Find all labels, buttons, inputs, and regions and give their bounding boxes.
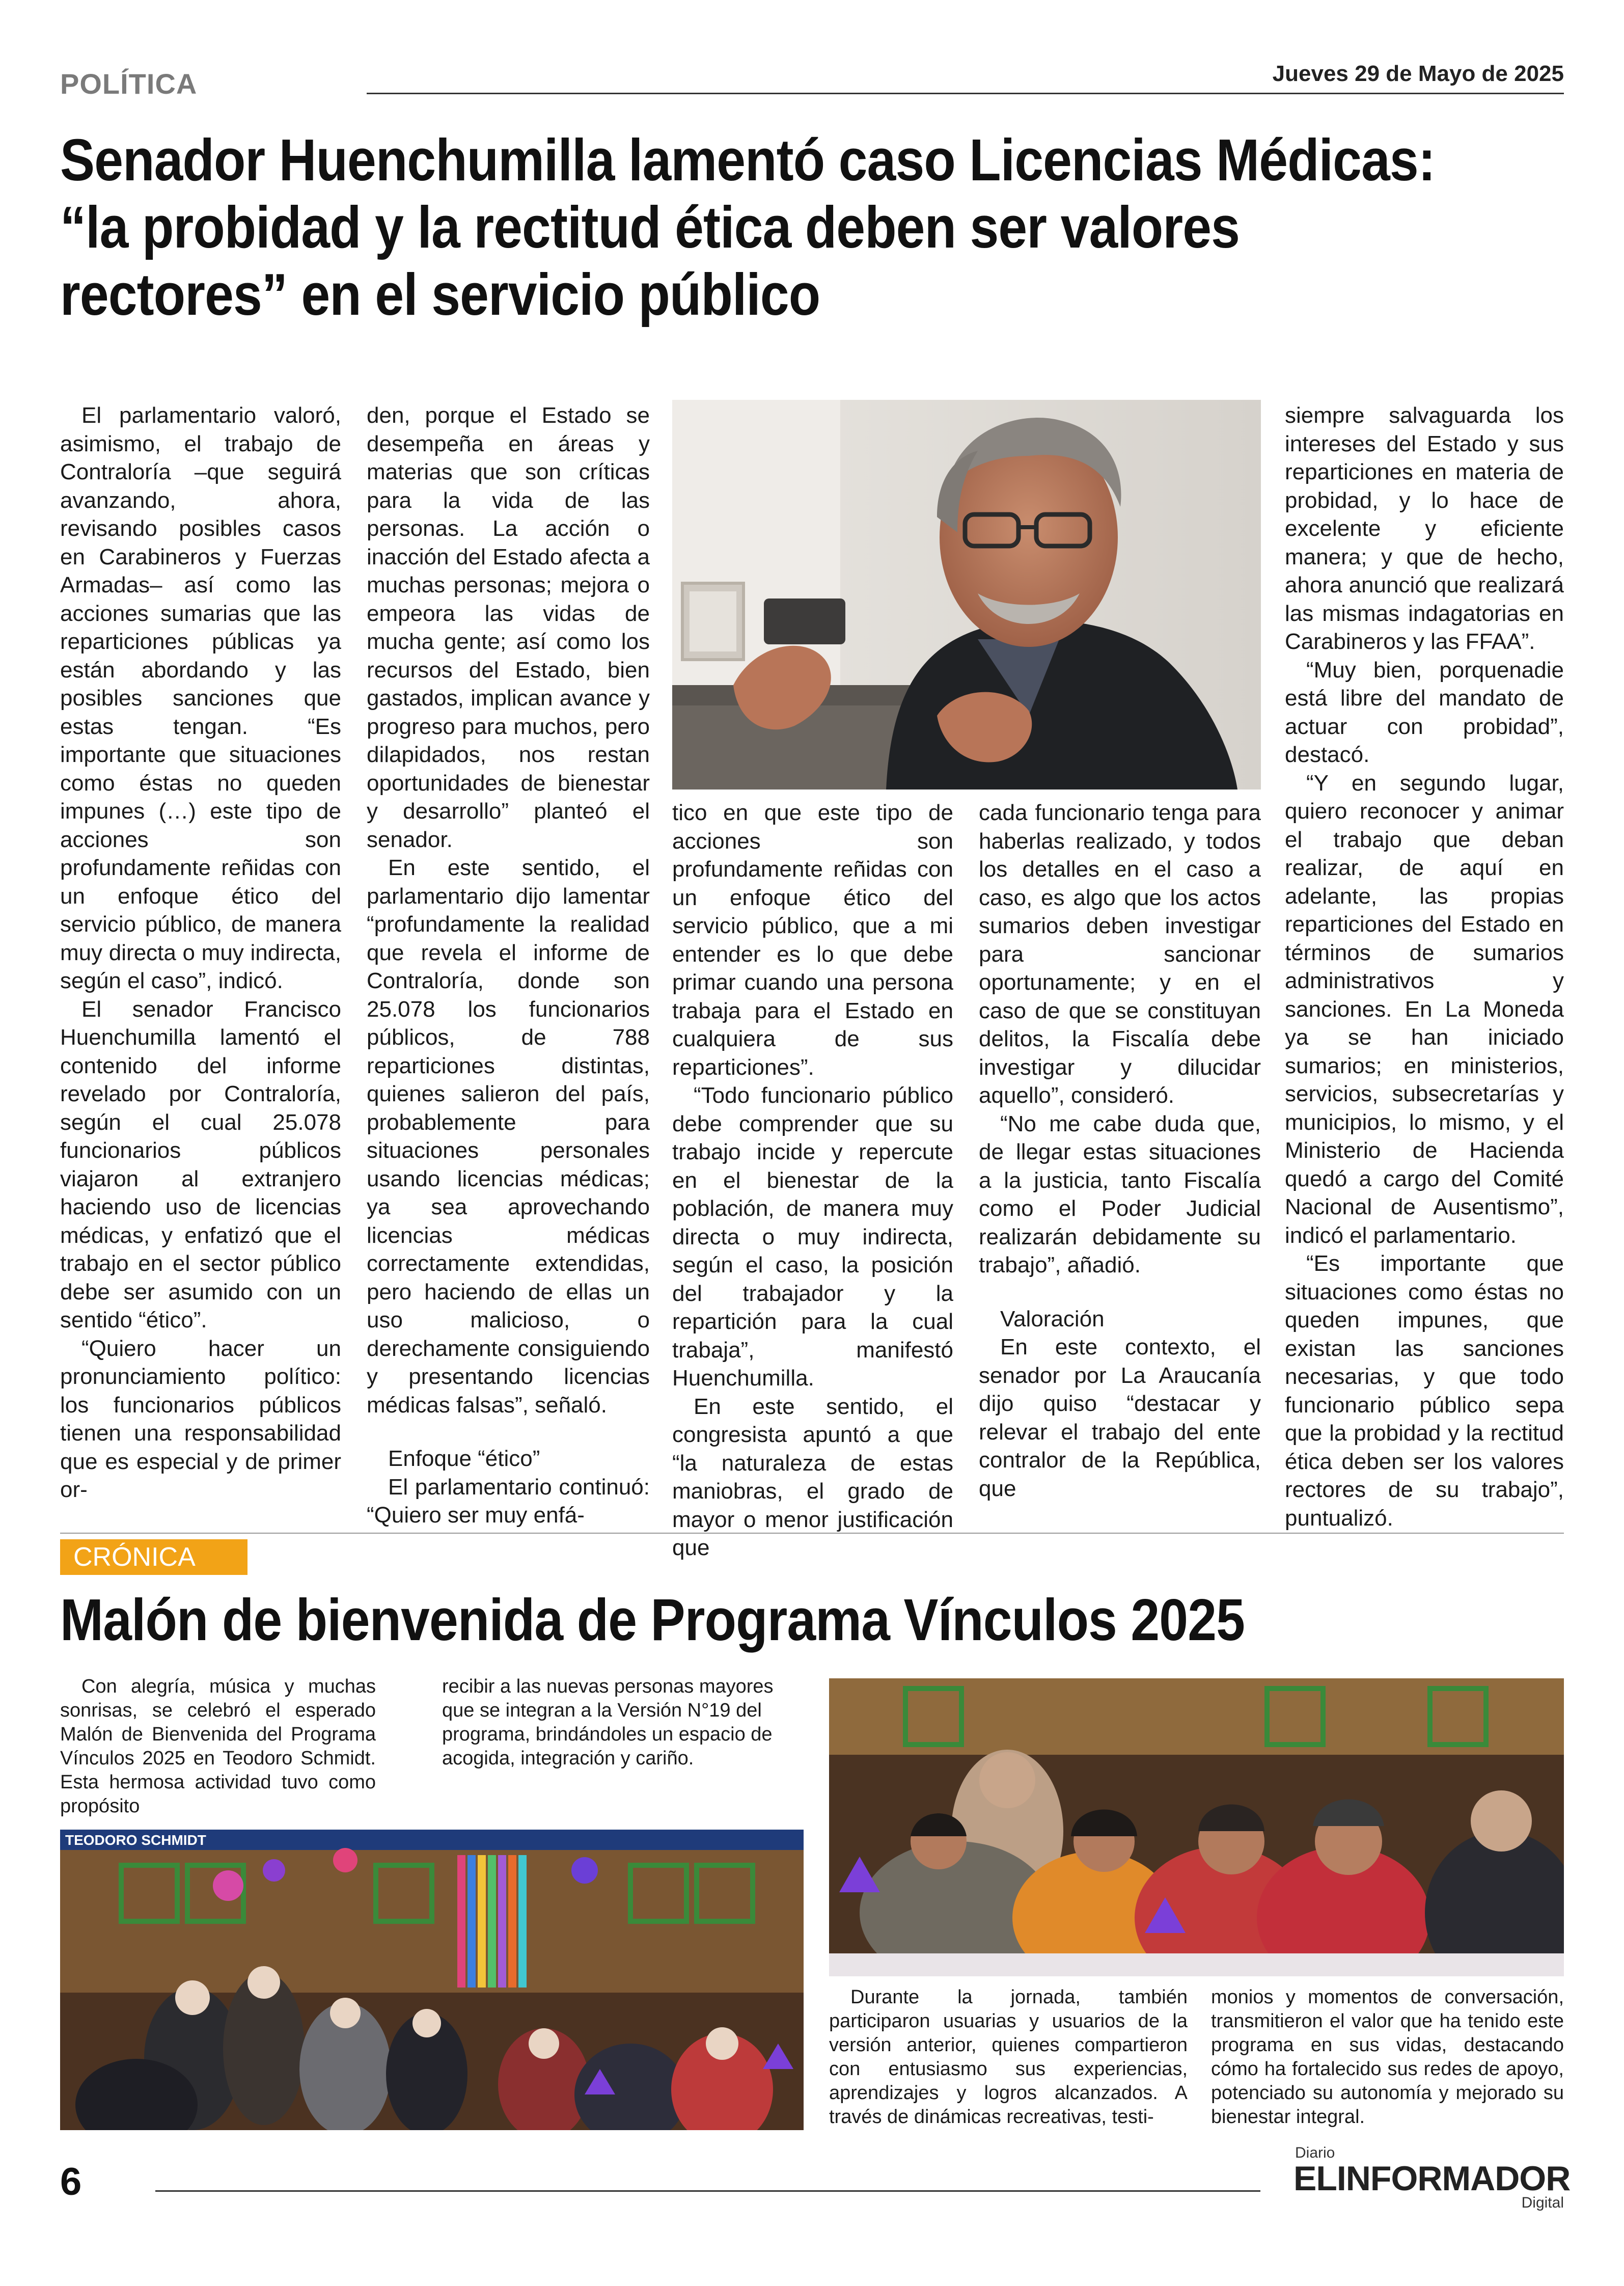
article2-column-2 xyxy=(442,1675,804,1771)
logo-diario-text: Diario xyxy=(1295,2144,1335,2161)
section-tag-cronica: CRÓNICA xyxy=(60,1539,247,1575)
paragraph: En este sentido, el parlamentario dijo lamentar “profundamente la realidad que revela el informe de Contraloría, donde son 25.078 los funcionarios públicos, de 788 reparticiones distintas, quienes salieron del país, probablemente para situaciones personales usando licencias médicas; ya sea aprovechando licencias médicas correctamente extendidas, pero haciendo de ellas un uso malicioso, o derechamente consiguiendo y presentando licencias médicas falsas”, señaló. xyxy=(367,855,650,1418)
article2-headline: Malón de bienvenida de Programa Vínculos 2025 xyxy=(60,1587,1245,1653)
section-divider xyxy=(60,1533,1564,1534)
paragraph: En este sentido, el congresista apuntó a que “la naturaleza de estas maniobras, el grado de mayor o menor justificación que xyxy=(672,1394,953,1560)
paragraph: recibir a las nuevas personas mayores que se integran a la Versión N°19 del programa, brindándoles un espacio de acogida, integración y cariño. xyxy=(442,1676,774,1769)
headline-line: “la probidad y la rectitud ética deben ser valores xyxy=(60,194,1240,260)
headline-line: Senador Huenchumilla lamentó caso Licencias Médicas: xyxy=(60,127,1435,193)
paragraph: “Quiero hacer un pronunciamiento político: los funcionarios públicos tienen una responsabilidad que es especial y de primer or- xyxy=(60,1336,341,1502)
paragraph: El parlamentario continuó: “Quiero ser muy enfá- xyxy=(367,1474,650,1528)
article1-column-1 xyxy=(60,401,341,1504)
paragraph: “No me cabe duda que, de llegar estas situaciones a la justicia, tanto Fiscalía como el Poder Judicial realizarán debidamente su trabajo”, añadió. xyxy=(979,1111,1261,1277)
issue-date: Jueves 29 de Mayo de 2025 xyxy=(1272,61,1564,86)
paragraph: Con alegría, música y muchas sonrisas, se celebró el esperado Malón de Bienvenida del Programa Vínculos 2025 en Teodoro Schmidt. Esta hermosa actividad tuvo como propósito xyxy=(60,1676,376,1817)
header-rule xyxy=(367,93,1564,94)
paragraph: “Y en segundo lugar, quiero reconocer y animar el trabajo que deban realizar, de aquí en adelante, las propias reparticiones del Estado en términos de sumarios administrativos y sanciones. En La Moneda ya se han iniciado sumarios; en ministerios, servicios, subsecretarías y municipios, lo mismo, y el Ministerio de Hacienda quedó a cargo del Comité Nacional de Ausentismo”, indicó el parlamentario. xyxy=(1285,770,1564,1248)
article1-column-4 xyxy=(979,799,1261,1503)
logo-informador-text: INFORMADOR xyxy=(1336,2159,1571,2198)
attendees-photo xyxy=(829,1678,1564,1976)
article1-headline xyxy=(60,126,1539,328)
article2-column-1 xyxy=(60,1675,376,1818)
paragraph: Durante la jornada, también participaron usuarias y usuarios de la versión anterior, quienes compartieron con entusiasmo sus experiencias, aprendizajes y logros alcanzados. A través de dinámicas recreativas, testi- xyxy=(829,1986,1188,2128)
paragraph: El parlamentario valoró, asimismo, el trabajo de Contraloría –que seguirá avanzando, ahora, revisando posibles casos en Carabineros y Fuerzas Armadas– así como las acciones sumarias que las reparticiones públicas ya están abordando y las posibles sanciones que estas tengan. “Es importante que situaciones como éstas no queden impunes (…) este tipo de acciones son profundamente reñidas con un enfoque ético del servicio público, de manera muy directa o muy indirecta, según el caso”, indicó. xyxy=(60,403,341,993)
article1-column-5 xyxy=(1285,401,1564,1532)
publication-logo xyxy=(1293,2159,1570,2198)
logo-el-text: EL xyxy=(1293,2159,1337,2198)
senator-photo xyxy=(672,400,1261,790)
paragraph: El senador Francisco Huenchumilla lamentó el contenido del informe revelado por Contraloría, según el cual 25.078 funcionarios públicos viajaron al extranjero haciendo uso de licencias médicas, y enfatizó que el trabajo en el sector público debe ser asumido con un sentido “ético”. xyxy=(60,996,341,1332)
paragraph: monios y momentos de conversación, transmitieron el valor que ha tenido este programa en sus vidas, destacando cómo ha fortalecido sus redes de apoyo, potenciado su autonomía y mejorado su bienestar integral. xyxy=(1211,1986,1564,2128)
paragraph: cada funcionario tenga para haberlas realizado, y todos los detalles en el caso a caso, es algo que los actos sumarios deben investigar para sancionar oportunamente; y en el caso de que se constituyan delitos, la Fiscalía debe investigar y dilucidar aquello”, consideró. xyxy=(979,800,1261,1108)
article2-column-4 xyxy=(1211,1985,1564,2129)
article2-column-3 xyxy=(829,1985,1188,2129)
paragraph: “Todo funcionario público debe comprender que su trabajo incide y repercute en el bienestar de la población, de manera muy directa o muy indirecta, según el caso, la posición del trabajador y la repartición para la cual trabaja”, manifestó Huenchumilla. xyxy=(672,1083,953,1391)
hall-banner-text: TEODORO SCHMIDT xyxy=(65,1832,206,1848)
paragraph: “Muy bien, porquenadie está libre del mandato de actuar con probidad”, destacó. xyxy=(1285,657,1564,767)
subheading: Valoración xyxy=(1000,1306,1105,1331)
logo-digital-text: Digital xyxy=(1521,2194,1564,2211)
page-number: 6 xyxy=(60,2160,82,2203)
paragraph: “Es importante que situaciones como éstas no queden impunes, que existan las sanciones necesarias, y que todo funcionario público sepa que la probidad y la rectitud ética deben ser los valores rectores de su trabajo”, puntualizó. xyxy=(1285,1251,1564,1531)
article1-column-3 xyxy=(672,799,953,1562)
section-label: POLÍTICA xyxy=(60,68,198,100)
headline-line: rectores” en el servicio público xyxy=(60,261,820,328)
subheading: Enfoque “ético” xyxy=(388,1446,540,1471)
article1-column-2 xyxy=(367,401,650,1530)
paragraph: siempre salvaguarda los intereses del Estado y sus reparticiones en materia de probidad, y lo hace de excelente y eficiente manera; y que de hecho, ahora anunció que realizará las mismas indagatorias en Carabineros y las FFAA”. xyxy=(1285,403,1564,654)
event-hall-photo xyxy=(60,1830,804,2130)
paragraph: En este contexto, el senador por La Araucanía dijo quiso “destacar y relevar el trabajo del ente contralor de la República, que xyxy=(979,1335,1261,1501)
paragraph: tico en que este tipo de acciones son profundamente reñidas con un enfoque ético del servicio público, que a mi entender es lo que debe primar cuando una persona trabaja para el Estado en cualquiera de sus reparticiones”. xyxy=(672,800,953,1080)
paragraph: den, porque el Estado se desempeña en áreas y materias que son críticas para la vida de las personas. La acción o inacción del Estado afecta a muchas personas; mejora o empeora las vidas de mucha gente; así como los recursos del Estado, bien gastados, implican avance y progreso para muchos, pero dilapidados, nos restan oportunidades de bienestar y desarrollo” planteó el senador. xyxy=(367,403,650,852)
footer-rule xyxy=(155,2190,1260,2192)
